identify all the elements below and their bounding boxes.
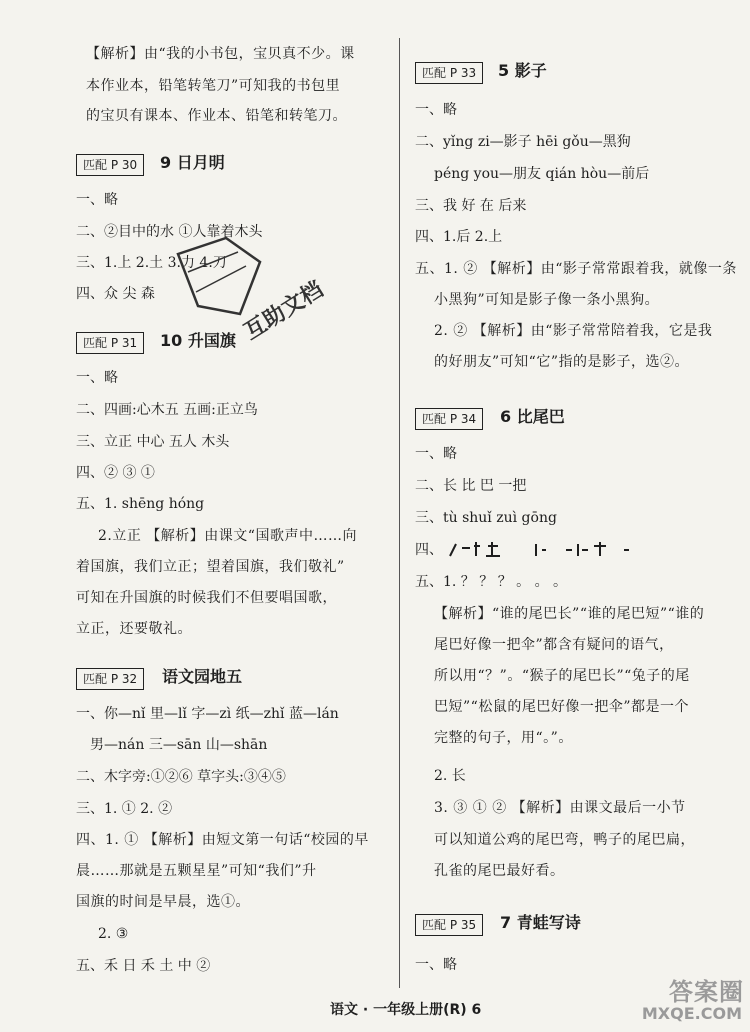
answer-line: 三、立正 中心 五人 木头: [76, 434, 230, 450]
answer-line: 一、略: [415, 102, 457, 118]
answer-line: 二、四画:心木五 五画:正立鸟: [76, 402, 258, 418]
answer-line: 三、我 好 在 后来: [415, 198, 527, 214]
answer-line: 【解析】“谁的尾巴长”“谁的尾巴短”“谁的: [434, 606, 705, 622]
section-title: 6 比尾巴: [500, 407, 565, 426]
answer-line: 2.立正 【解析】由课文“国歌声中……向: [98, 528, 357, 544]
answer-line: 三、tù shuǐ zuì gōng: [415, 510, 557, 526]
svg-text:互助文档: 互助文档: [239, 277, 328, 346]
answer-line: 二、yǐng zi—影子 hēi gǒu—黑狗: [415, 134, 631, 150]
intro-line-2: 本作业本，铅笔转笔刀”可知我的书包里: [86, 78, 341, 94]
illegible-handwriting: [446, 540, 631, 560]
section-tag: 匹配 P 35: [415, 914, 483, 936]
section-title: 10 升国旗: [160, 331, 236, 350]
intro-line-3: 的宝贝有课本、作业本、铅笔和转笔刀。: [86, 108, 347, 124]
answer-line: 所以用“？”。“猴子的尾巴长”“兔子的尾: [434, 668, 690, 684]
answer-line: 着国旗，我们立正；望着国旗，我们敬礼”: [76, 559, 345, 575]
answer-line: 可以知道公鸡的尾巴弯，鸭子的尾巴扁，: [434, 832, 695, 848]
answer-line: 四、1.后 2.上: [415, 229, 503, 245]
section-title: 7 青蛙写诗: [500, 913, 581, 932]
answer-line: 一、略: [415, 446, 457, 462]
watermark-url: MXQE.COM: [641, 1004, 742, 1023]
answer-line: 五、1. ② 【解析】由“影子常常跟着我，就像一条: [415, 261, 737, 277]
section-tag: 匹配 P 33: [415, 62, 483, 84]
answer-line: 二、木字旁:①②⑥ 草字头:③④⑤: [76, 769, 286, 785]
answer-line: 巴短”“松鼠的尾巴好像一把伞”都是一个: [434, 699, 689, 715]
answer-line: 四、1. ① 【解析】由短文第一句话“校园的早: [76, 832, 369, 848]
answer-line: 五、1. ？ ？ ？ 。 。 。: [415, 574, 568, 590]
answer-line: péng you—朋友 qián hòu—前后: [434, 166, 650, 182]
answer-line: 3. ③ ① ② 【解析】由课文最后一小节: [434, 800, 686, 816]
ink-stamp: [168, 232, 328, 352]
answer-line: 男—nán 三—sān 山—shān: [90, 737, 268, 753]
page-footer: 语文 · 一年级上册(R) 6: [330, 1002, 482, 1018]
answer-line: 立正，还要敬礼。: [76, 621, 192, 637]
answer-line: 一、略: [76, 192, 118, 208]
answer-line: 四、: [415, 542, 443, 558]
answer-line: 完整的句子，用“。”。: [434, 730, 573, 746]
section-title: 9 日月明: [160, 153, 225, 172]
intro-line-1: 【解析】由“我的小书包，宝贝真不少。课: [86, 46, 355, 62]
answer-line: 2. 长: [434, 768, 466, 784]
answer-line: 二、②目中的水 ①人靠着木头: [76, 224, 263, 240]
answer-line: 三、1. ① 2. ②: [76, 801, 173, 817]
answer-line: 一、你—nǐ 里—lǐ 字—zì 纸—zhǐ 蓝—lán: [76, 706, 339, 722]
answer-line: 小黑狗”可知是影子像一条小黑狗。: [434, 292, 660, 308]
answer-line: 可知在升国旗的时候我们不但要唱国歌，: [76, 590, 337, 606]
answer-line: 2. ② 【解析】由“影子常常陪着我，它是我: [434, 323, 713, 339]
answer-line: 四、② ③ ①: [76, 465, 155, 481]
answer-line: 三、1.上 2.土 3.力 4.刀: [76, 255, 227, 271]
answer-line: 晨……那就是五颗星星”可知“我们”升: [76, 863, 317, 879]
answer-line: 国旗的时间是早晨，选①。: [76, 894, 250, 910]
watermark-logo: 答案圈: [669, 978, 744, 1006]
answer-line: 一、略: [76, 370, 118, 386]
answer-line: 一、略: [415, 957, 457, 973]
section-tag: 匹配 P 30: [76, 154, 144, 176]
section-tag: 匹配 P 31: [76, 332, 144, 354]
answer-line: 2. ③: [98, 926, 129, 942]
section-title: 5 影子: [498, 61, 547, 80]
section-title: 语文园地五: [162, 667, 243, 686]
answer-line: 五、禾 日 禾 土 中 ②: [76, 958, 211, 974]
answer-line: 尾巴好像一把伞”都含有疑问的语气，: [434, 637, 674, 653]
answer-line: 五、1. shēng hóng: [76, 496, 205, 512]
answer-line: 四、众 尖 森: [76, 286, 155, 302]
section-tag: 匹配 P 32: [76, 668, 144, 690]
column-divider: [399, 38, 400, 988]
section-tag: 匹配 P 34: [415, 408, 483, 430]
answer-line: 孔雀的尾巴最好看。: [434, 863, 565, 879]
answer-line: 二、长 比 巴 一把: [415, 478, 527, 494]
answer-line: 的好朋友”可知“它”指的是影子，选②。: [434, 354, 689, 370]
